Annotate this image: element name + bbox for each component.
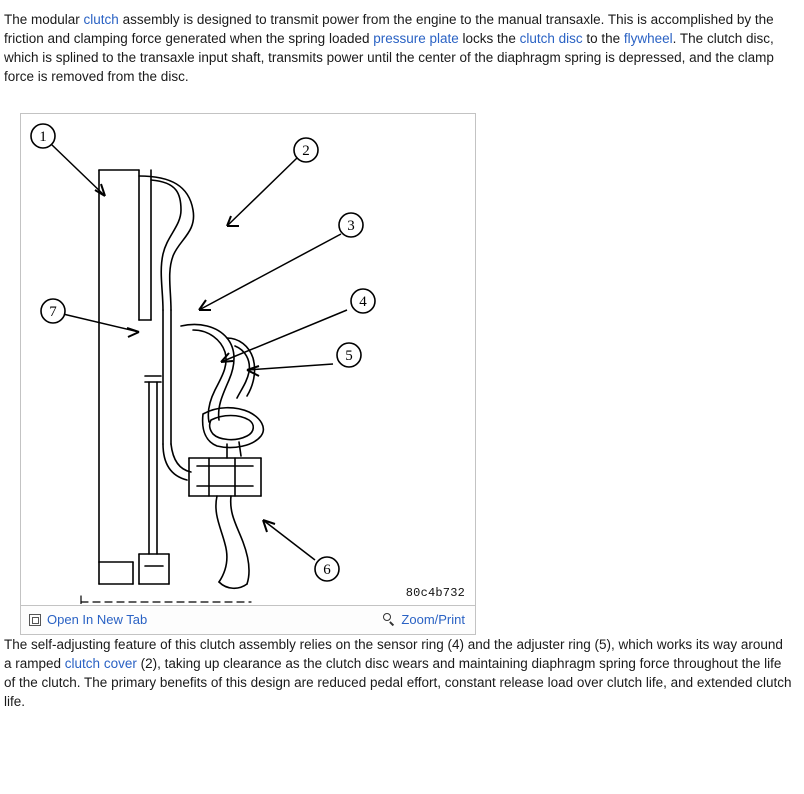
- intro-link-1[interactable]: clutch: [83, 12, 119, 27]
- closing-text-0: The self-adjusting feature of this clutch assembly relies on the sensor ring (4) and the adjuster ring (5), which works its way around a ramped: [4, 636, 783, 671]
- clutch-assembly-diagram: [21, 114, 475, 604]
- callout-1: 1: [39, 128, 47, 145]
- intro-text-6: to the: [582, 31, 624, 47]
- closing-paragraph: [4, 635, 794, 712]
- magnifier-icon: [383, 613, 396, 626]
- figure-toolbar: [21, 605, 475, 634]
- open-in-new-tab-button[interactable]: [21, 612, 147, 627]
- open-in-new-tab-label: Open In New Tab: [47, 612, 148, 628]
- callout-5: 5: [345, 347, 353, 364]
- callout-7: 7: [49, 303, 57, 320]
- intro-link-3[interactable]: pressure plate: [373, 31, 459, 47]
- new-tab-icon: [29, 614, 41, 626]
- closing-text-2: (2), taking up clearance as the clutch disc wears and maintaining diaphragm spring force throughout the life of the clutch. The primary benefits of this design are reduced pedal effort, constant release load over clutch life, and extended clutch life.: [4, 655, 792, 710]
- intro-text-2: assembly is designed to transmit power from the engine to the manual transaxle. This is accomplished by the friction and clamping force generated when the spring loaded: [4, 12, 774, 47]
- intro-link-5[interactable]: clutch disc: [519, 31, 583, 47]
- closing-link-1[interactable]: clutch cover: [64, 655, 137, 671]
- zoom-print-button[interactable]: [383, 612, 475, 627]
- callout-4: 4: [359, 293, 367, 310]
- intro-text-8: . The clutch disc, which is splined to the transaxle input shaft, transmits power until the center of the diaphragm spring is depressed, and the clamp force is removed from the disc.: [4, 31, 774, 85]
- callout-3: 3: [347, 217, 355, 234]
- intro-paragraph: [4, 10, 792, 87]
- callout-2: 2: [302, 142, 310, 159]
- intro-link-7[interactable]: flywheel: [623, 31, 673, 47]
- callout-6: 6: [323, 561, 331, 578]
- intro-text-4: locks the: [458, 31, 520, 47]
- zoom-print-label: Zoom/Print: [401, 612, 465, 628]
- intro-text-0: The modular: [4, 12, 84, 27]
- figure-image-code: 80c4b732: [405, 585, 465, 600]
- figure-container: [20, 113, 476, 635]
